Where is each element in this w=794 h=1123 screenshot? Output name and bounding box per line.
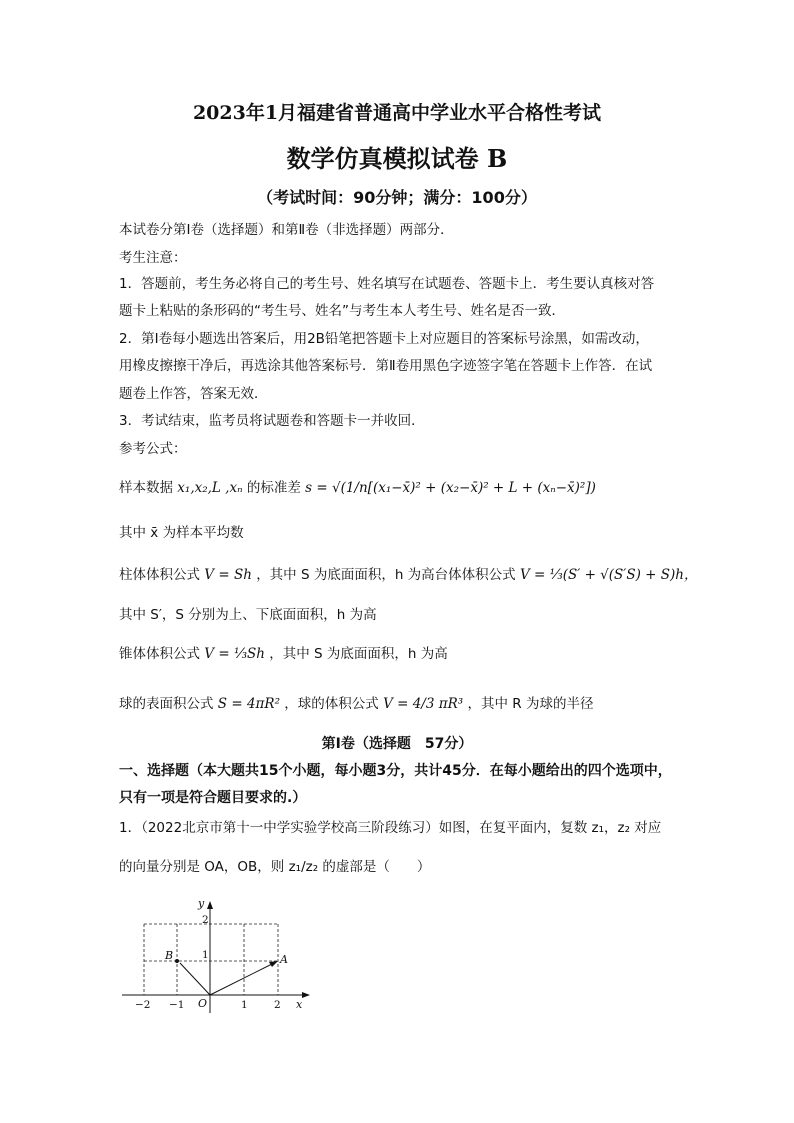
tick-x-1: 1 [241, 999, 248, 1011]
vector-ob [180, 963, 210, 995]
sphere-area: S = 4πR² [217, 696, 280, 712]
cone-desc: ，其中 S 为底面面积，h 为高 [269, 646, 448, 662]
prism-desc: ，其中 S 为底面面积，h 为高台体体积公式 [256, 567, 516, 583]
complex-plane-figure [118, 895, 318, 1013]
point-a-label: A [280, 953, 288, 966]
sphere-text: 球的表面积公式 [119, 696, 214, 712]
exam-title: 2023年1月福建省普通高中学业水平合格性考试 [192, 102, 602, 124]
point-b-label: B [165, 949, 174, 962]
frustum-note: 其中 S′，S 分别为上、下底面面积，h 为高 [119, 607, 377, 623]
note-1b: 题卡上粘贴的条形码的“考生号、姓名”与考生本人考生号、姓名是否一致． [119, 303, 565, 319]
question-1b: 的向量分别是 OA，OB，则 z₁/z₂ 的虚部是（ ） [119, 859, 431, 875]
std-mid: 的标准差 [246, 480, 301, 496]
part1-heading: 第Ⅰ卷（选择题 57分） [321, 736, 473, 752]
question-1a: 1．（2022北京市第十一中学实验学校高三阶段练习）如图，在复平面内，复数 z₁，z₂ 对应 [119, 820, 662, 836]
mean-note: 其中 x̄ 为样本平均数 [119, 525, 244, 541]
section-header-b: 只有一项是符合题目要求的.） [119, 790, 307, 806]
y-axis-label: y [198, 897, 205, 910]
sphere-vol: V = 4/3 πR³ [383, 696, 464, 712]
std-formula-line [119, 479, 596, 497]
tick-y-2: 2 [202, 914, 209, 926]
note-2b: 用橡皮擦擦干净后，再选涂其他答案标号．第Ⅱ卷用黑色字迹签字笔在答题卡上作答．在试 [119, 358, 653, 374]
point-b-dot [175, 959, 179, 963]
formula-label: 参考公式： [119, 441, 187, 457]
paper-title: 数学仿真模拟试卷 B [286, 144, 508, 173]
section-header-a: 一、选择题（本大题共15个小题，每小题3分，共计45分．在每小题给出的四个选项中， [119, 763, 672, 779]
vector-oa [210, 963, 274, 995]
notes-label: 考生注意： [119, 250, 187, 266]
tick-x-neg2: −2 [135, 999, 151, 1011]
std-vars: x₁,x₂,L ,xₙ [177, 480, 243, 496]
cone-text: 锥体体积公式 [119, 646, 200, 662]
tick-x-neg1: −1 [169, 999, 185, 1011]
intro-line: 本试卷分第Ⅰ卷（选择题）和第Ⅱ卷（非选择题）两部分． [119, 222, 454, 238]
sphere-desc: ，其中 R 为球的半径 [467, 696, 594, 712]
prism-formula: V = Sh [204, 567, 252, 583]
prism-line [119, 566, 698, 584]
sphere-mid: ，球的体积公式 [284, 696, 379, 712]
exam-info: （考试时间：90分钟；满分：100分） [257, 188, 537, 207]
origin-label: O [198, 997, 208, 1010]
std-formula: s = √(1/n[(x₁−x̄)² + (x₂−x̄)² + L + (xₙ−x̄)²]) [305, 480, 596, 496]
std-prefix: 样本数据 [119, 480, 173, 496]
x-axis-label: x [296, 998, 303, 1011]
tick-x-2: 2 [274, 999, 281, 1011]
cone-line [119, 645, 448, 663]
note-1a: 1．答题前，考生务必将自己的考生号、姓名填写在试题卷、答题卡上．考生要认真核对答 [119, 276, 655, 292]
tick-y-1: 1 [202, 949, 209, 961]
frustum-formula: V = ⅓(S′ + √(S′S) + S)h， [519, 567, 698, 583]
x-axis-arrow [302, 992, 310, 998]
cone-formula: V = ⅓Sh [204, 646, 265, 662]
note-2c: 题卷上作答，答案无效． [119, 386, 268, 402]
note-2a: 2．第Ⅰ卷每小题选出答案后，用2B铅笔把答题卡上对应题目的答案标号涂黑，如需改动， [119, 331, 649, 347]
prism-text: 柱体体积公式 [119, 567, 200, 583]
note-3: 3．考试结束，监考员将试题卷和答题卡一并收回． [119, 413, 425, 429]
vector-oa-arrow [269, 961, 278, 967]
y-axis-arrow [207, 901, 213, 909]
sphere-line [119, 695, 593, 713]
